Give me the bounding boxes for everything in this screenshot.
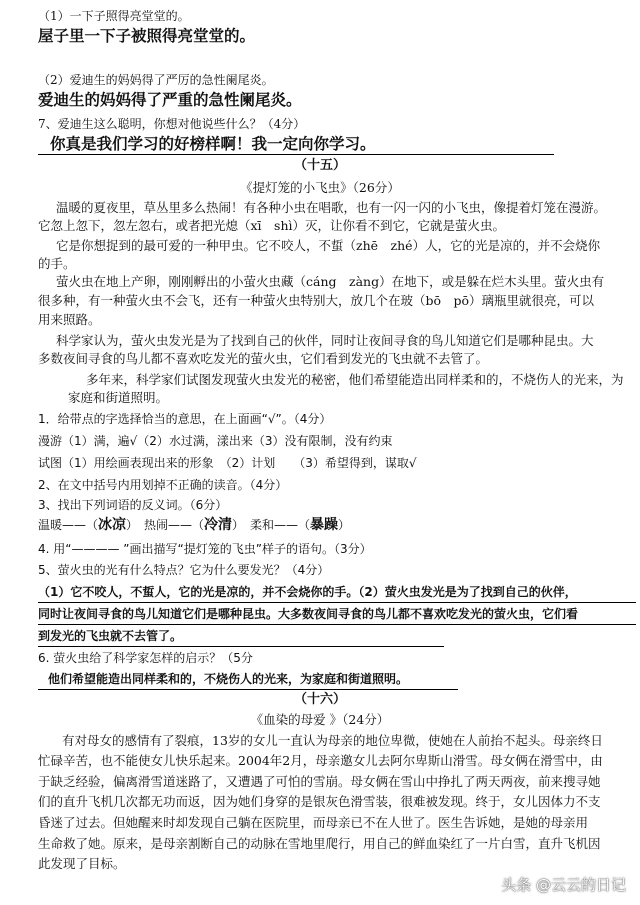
question-6: 6. 萤火虫给了科学家怎样的启示？（5分 (38, 651, 253, 665)
passage-line: 于缺乏经验，偏离滑雪道迷路了，又遭遇了可怕的雪崩。母女俩在雪山中挣扎了两天两夜，前来搜寻她 (38, 774, 601, 789)
answer-5-line: （1）它不咬人，不蜇人，它的光是凉的，并不会烧你的手。（2）萤火虫发光是为了找到自己的伙伴， (38, 585, 577, 599)
passage-line: 多年来，科学家们试图发现萤火虫发光的秘密，他们希望能造出同样柔和的，不烧伤人的光来，为 (86, 372, 624, 387)
answer-5-underline (38, 602, 636, 603)
passage-line: 忙碌辛苦，也不能使女儿快乐起来。2004年2月，母亲邀女儿去阿尔卑斯山滑雪。母女俩在滑雪中，由 (38, 753, 603, 768)
answer-6: 他们希望能造出同样柔和的，不烧伤人的光来，为家庭和街道照明。 (48, 672, 409, 686)
passage-line: 科学家认为，萤火虫发光是为了找到自己的伙伴，同时让夜间寻食的鸟儿知道它们是哪种昆虫。大 (56, 333, 594, 348)
question-1-option-b: 试图（1）用绘画表现出来的形象 （2）计划 （3）希望得到，谋取√ (38, 456, 417, 470)
antonym-close: ） (338, 518, 351, 532)
passage-line: 很多种，有一种萤火虫不会飞，还有一种萤火虫特别大，放几个在玻（bō pō）璃瓶里就很亮，可以 (38, 293, 595, 308)
section-15-title: 《提灯笼的小飞虫》（26分） (240, 180, 400, 195)
passage-line: 生命救了她。原来，是母亲割断自己的动脉在雪地里爬行，用自己的鲜血染红了一片白雪，直升飞机因 (38, 836, 601, 851)
section-16-title: 《血染的母爱 》（24分） (250, 712, 390, 727)
passage-line: 多数夜间寻食的鸟儿都不喜欢吃发光的萤火虫，它们看到发光的飞虫就不去管了。 (38, 351, 489, 366)
answer-5-underline (38, 646, 444, 647)
antonym-2-answer: 冷清 (204, 517, 233, 533)
answer-5-underline (38, 624, 636, 625)
question-1-option-a: 漫游（1）满，遍√（2）水过满，漾出来（3）没有限制，没有约束 (38, 434, 393, 448)
question-1: 1．给带点的字选择恰当的意思，在上面画“√”。（4分） (38, 412, 332, 426)
antonym-3-answer: 暴躁 (310, 517, 339, 533)
section-15-number: （十五） (293, 158, 346, 173)
antonym-1-answer: 冰凉 (98, 517, 127, 533)
question-7: 7、爱迪生这么聪明，你想对他说些什么？（4分） (38, 117, 306, 131)
antonym-1-prompt: 温暖——（ (38, 518, 99, 532)
line-1: （1）一下子照得亮堂堂的。 (38, 9, 190, 23)
antonym-2-prompt: ） 热闹——（ (126, 518, 205, 532)
passage-line: 萤火虫在地上产卵，刚刚孵出的小萤火虫藏（cáng zàng）在地下，或是躲在烂木头里。萤火虫有 (56, 274, 605, 289)
answer-5-line: 同时让夜间寻食的鸟儿知道它们是哪种昆虫。大多数夜间寻食的鸟儿都不喜欢吃发光的萤火虫，它们看 (38, 607, 579, 621)
answer-5-line: 到发光的飞虫就不去管了。 (38, 629, 183, 643)
antonym-3-prompt: ） 柔和——（ (232, 518, 311, 532)
passage-line: 此发现了目标。 (38, 856, 126, 871)
passage-line: 家庭和街道照明。 (68, 390, 169, 405)
question-5: 5、萤火虫的光有什么特点？它为什么要发光？（4分） (38, 563, 330, 577)
passage-line: 们的直升飞机几次都无功而返，因为她们身穿的是银灰色滑雪装，很难被发现。终于，女儿因体力不支 (38, 794, 601, 809)
question-4: 4. 用“———— ”画出描写“提灯笼的飞虫”样子的语句。（3分） (38, 542, 372, 556)
answer-7: 你真是我们学习的好榜样啊！我一定向你学习。 (50, 135, 376, 153)
section-16-number: （十六） (293, 692, 346, 707)
answer-6-underline (38, 689, 458, 690)
watermark: 头条 @云云的日记 (501, 876, 626, 894)
answer-2: 爱迪生的妈妈得了严重的急性阑尾炎。 (38, 91, 302, 109)
passage-line: 昏迷了过去。但她醒来时却发现自己躺在医院里，而母亲已不在人世了。医生告诉她，是她的母亲用 (38, 815, 589, 830)
passage-line: 它忽上忽下，忽左忽右，或者把光熄（xī shì）灭，让你看不到它，它就是萤火虫。 (38, 218, 506, 233)
antonym-row (38, 517, 350, 533)
question-2: 2、在文中括号内用划掉不正确的读音。（4分） (38, 478, 288, 492)
answer-1: 屋子里一下子被照得亮堂堂的。 (38, 27, 256, 45)
passage-line: 它是你想捉到的最可爱的一种甲虫。它不咬人，不蜇（zhē zhé）人，它的光是凉的，并不会烧你 (56, 238, 601, 253)
question-3: 3、找出下列词语的反义词。（6分） (38, 498, 228, 512)
passage-line: 温暖的夏夜里，草丛里多么热闹！有各种小虫在唱歌，也有一闪一闪的小飞虫，像提着灯笼在漫游。 (56, 200, 607, 215)
passage-line: 的手。 (38, 256, 76, 271)
passage-line: 用来照路。 (38, 312, 101, 327)
answer-7-underline (38, 154, 554, 155)
passage-line: 有对母女的感情有了裂痕，13岁的女儿一直认为母亲的地位卑微，使她在人前抬不起头。母亲终日 (62, 733, 603, 748)
line-3: （2）爱迪生的妈妈得了严厉的急性阑尾炎。 (38, 73, 274, 87)
